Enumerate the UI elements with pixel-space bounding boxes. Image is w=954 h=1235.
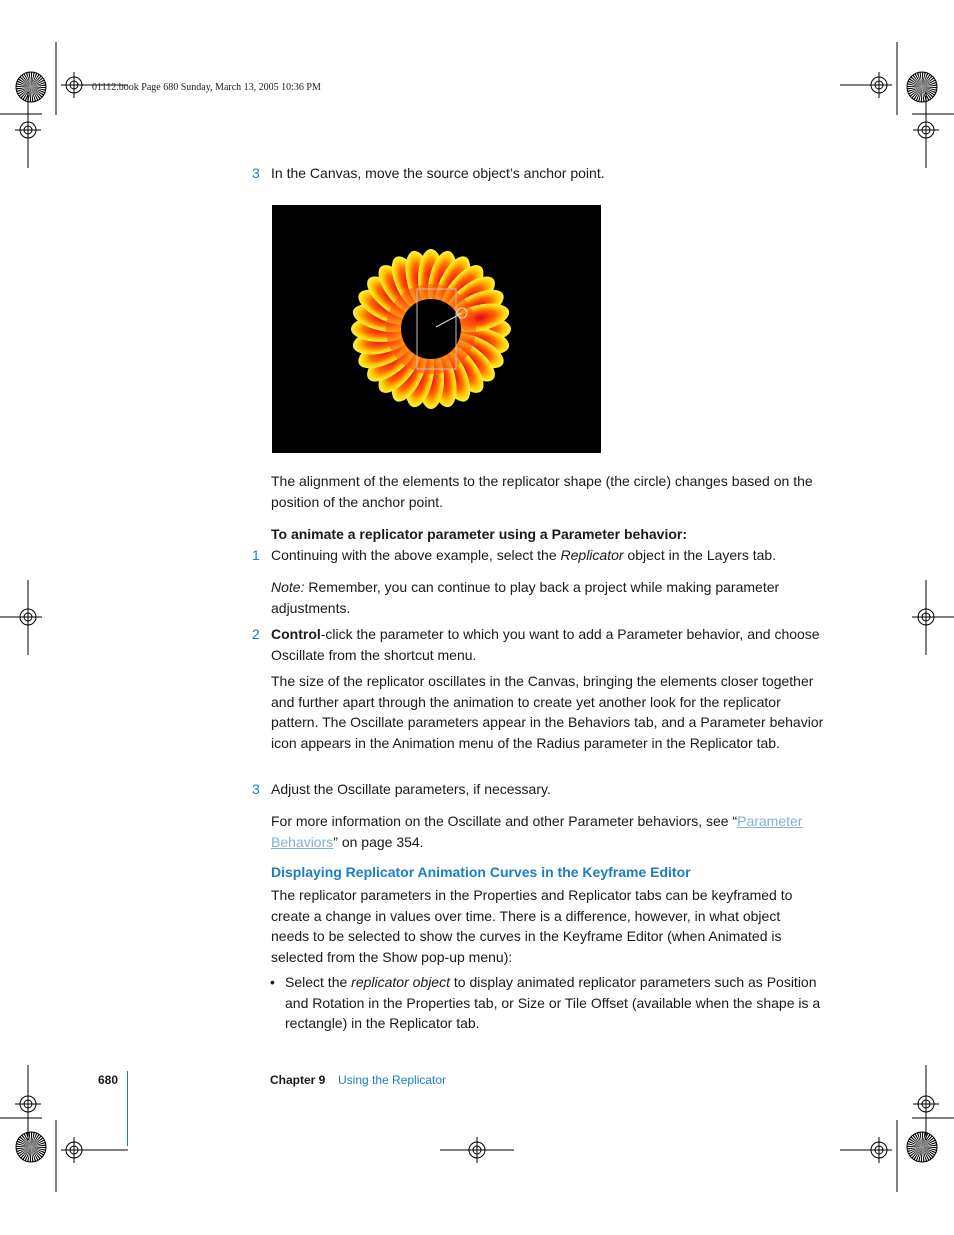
emphasis: Replicator bbox=[560, 547, 624, 563]
emphasis: replicator object bbox=[351, 974, 450, 990]
note-text: Remember, you can continue to play back a project while making parameter adjustments. bbox=[271, 579, 780, 616]
note-label: Note: bbox=[271, 579, 305, 595]
step-number: 3 bbox=[252, 781, 260, 797]
body-paragraph: The alignment of the elements to the replicator shape (the circle) changes based on the position of the anchor point. bbox=[271, 473, 813, 510]
text-run: object in the Layers tab. bbox=[623, 547, 777, 563]
body-paragraph: The size of the replicator oscillates in the Canvas, bringing the elements closer together and further apart through the animation to create yet another look for the replicator pattern. The Oscillate parameters appear in the Behaviors tab, and a Parameter behavior icon appears in the Animation menu of the Radius parameter in the Replicator tab. bbox=[271, 673, 824, 751]
text-run: -click the parameter to which you want to add a Parameter behavior, and choose Oscillate from the shortcut menu. bbox=[271, 626, 820, 663]
section-title: Displaying Replicator Animation Curves in the Keyframe Editor bbox=[271, 864, 691, 880]
print-header: 01112.book Page 680 Sunday, March 13, 2005 10:36 PM bbox=[92, 82, 321, 93]
text-run: ” on page 354. bbox=[333, 833, 424, 850]
footer-rule bbox=[127, 1071, 128, 1146]
cross-reference bbox=[271, 811, 819, 852]
parameter-behaviors-link[interactable]: Parameter Behaviors bbox=[271, 813, 803, 850]
footer-chapter: Chapter 9 bbox=[270, 1073, 326, 1087]
text-run: Continuing with the above example, select the bbox=[271, 547, 561, 563]
canvas-screenshot bbox=[272, 205, 601, 453]
text-run: Select the bbox=[285, 974, 352, 990]
step-text: Adjust the Oscillate parameters, if necessary. bbox=[271, 781, 551, 797]
step-text: In the Canvas, move the source object’s anchor point. bbox=[271, 165, 605, 181]
procedure-heading: To animate a replicator parameter using a Parameter behavior: bbox=[271, 526, 688, 542]
step-number: 1 bbox=[252, 547, 260, 563]
step-number: 2 bbox=[252, 626, 260, 642]
step-text bbox=[271, 624, 831, 665]
body-paragraph: The replicator parameters in the Properties and Replicator tabs can be keyframed to create a change in values over time. There is a difference, however, in what object needs to be selected to show the curves in the Keyframe Editor (when Animated is selected from the Show pop-up menu): bbox=[271, 887, 793, 965]
key-name: Control bbox=[271, 626, 321, 642]
step-number: 3 bbox=[252, 165, 260, 181]
note bbox=[271, 577, 831, 618]
page-number: 680 bbox=[98, 1073, 119, 1087]
bullet-marker: • bbox=[270, 974, 275, 990]
replicator-pattern-image bbox=[272, 205, 601, 453]
bullet-item bbox=[285, 972, 827, 1034]
text-run: For more information on the Oscillate and other Parameter behaviors, see “ bbox=[271, 813, 738, 829]
step-text bbox=[271, 545, 831, 566]
footer-chapter-title: Using the Replicator bbox=[338, 1073, 447, 1087]
text-run: to display animated replicator parameters such as Position and Rotation in the Properties tab, or Size or Tile Offset (available when the shape is a rectangle) in the Replicator tab. bbox=[285, 974, 821, 1031]
